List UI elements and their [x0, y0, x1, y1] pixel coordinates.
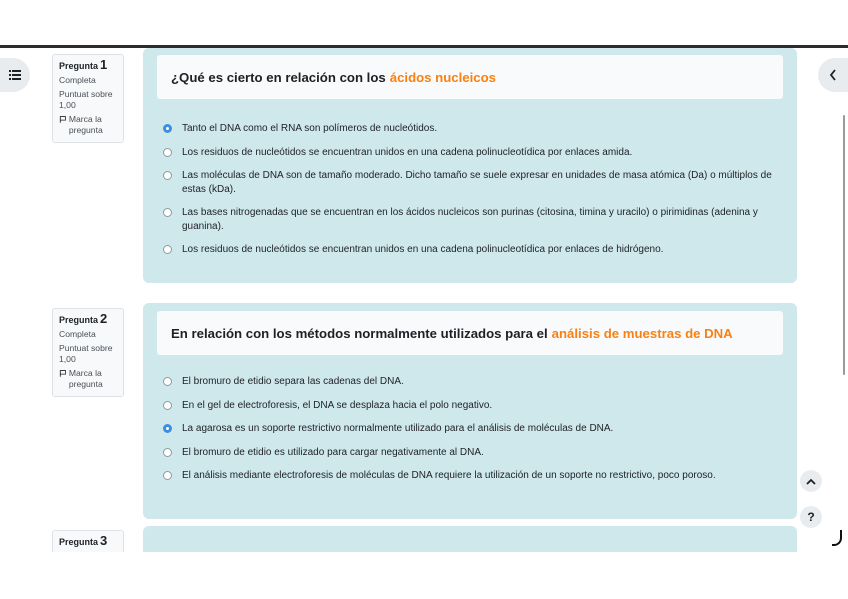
help-button[interactable]	[800, 506, 822, 528]
question-mark-value: 1,00	[59, 100, 76, 110]
chevron-up-icon	[806, 478, 816, 485]
answer-option[interactable]	[163, 146, 787, 160]
radio[interactable]	[163, 401, 172, 410]
question-text-2	[157, 311, 783, 355]
question-state: Completa	[59, 329, 96, 339]
flag-icon	[59, 114, 67, 125]
question-mark-label: Puntuat sobre	[59, 89, 113, 99]
question-mark-value: 1,00	[59, 354, 76, 364]
question-number: 2	[100, 311, 108, 326]
question-number-2	[59, 313, 118, 326]
option-label: Las bases nitrogenadas que se encuentran en los ácidos nucleicos son purinas (citosina, timina y uracilo) o pirimidinas (adenina y guanina).	[182, 207, 758, 232]
flag-label: Marca la pregunta	[68, 368, 103, 389]
answer-option[interactable]	[163, 469, 787, 483]
question-number: 3	[100, 533, 108, 548]
answer-options-2	[163, 375, 787, 493]
help-label: ?	[807, 510, 815, 524]
question-info-2	[52, 308, 124, 397]
question-label: Pregunta	[59, 315, 99, 325]
answer-option[interactable]	[163, 169, 787, 196]
answer-option[interactable]	[163, 122, 787, 136]
chevron-left-icon	[829, 69, 837, 81]
question-text-prefix: ¿Qué es cierto en relación con los	[171, 69, 386, 85]
radio[interactable]	[163, 471, 172, 480]
option-label: En el gel de electroforesis, el DNA se desplaza hacia el polo negativo.	[182, 399, 493, 411]
option-label: El bromuro de etidio es utilizado para cargar negativamente al DNA.	[182, 446, 484, 458]
option-label: Los residuos de nucleótidos se encuentran unidos en una cadena polinucleotídica por enlaces de hidrógeno.	[182, 244, 664, 255]
question-text-1	[157, 55, 783, 99]
question-text-highlight: análisis de muestras de DNA	[551, 325, 733, 341]
question-card-2	[143, 303, 797, 519]
option-label: La agarosa es un soporte restrictivo normalmente utilizado para el análisis de moléculas de DNA.	[182, 423, 614, 434]
option-label: Los residuos de nucleótidos se encuentran unidos en una cadena polinucleotídica por enlaces amida.	[182, 146, 633, 158]
question-card-1	[143, 48, 797, 283]
question-mark-label: Puntuat sobre	[59, 343, 113, 353]
question-card-3	[143, 526, 797, 552]
answer-option[interactable]	[163, 446, 787, 460]
option-label: El análisis mediante electroforesis de moléculas de DNA requiere la utilización de un soporte no restrictivo, poco poroso.	[182, 470, 716, 481]
question-number-3	[59, 535, 118, 548]
question-info-1	[52, 54, 124, 143]
option-label: El bromuro de etidio separa las cadenas del DNA.	[182, 376, 404, 387]
answer-option[interactable]	[163, 243, 787, 257]
option-label: Tanto el DNA como el RNA son polímeros de nucleótidos.	[182, 123, 438, 134]
flag-icon	[59, 368, 67, 379]
question-state: Completa	[59, 75, 96, 85]
quiz-viewport	[0, 48, 848, 552]
question-text-prefix: En relación con los métodos normalmente utilizados para el	[171, 325, 548, 341]
radio[interactable]	[163, 208, 172, 217]
page-bottom	[0, 552, 848, 599]
answer-option[interactable]	[163, 399, 787, 413]
list-icon	[9, 70, 21, 80]
option-label: Las moléculas de DNA son de tamaño moderado. Dicho tamaño se suele expresar en unidades de masa atómica (Da) o múltiplos de estas (kDa).	[182, 170, 772, 195]
radio[interactable]	[163, 448, 172, 457]
question-number-1	[59, 59, 118, 72]
flag-question-link[interactable]	[59, 114, 118, 136]
question-number: 1	[100, 57, 108, 72]
question-label: Pregunta	[59, 537, 99, 547]
scrollbar[interactable]	[843, 115, 845, 375]
flag-question-link[interactable]	[59, 368, 118, 390]
question-info-3	[52, 530, 124, 552]
answer-option[interactable]	[163, 206, 787, 233]
back-to-top-button[interactable]	[800, 470, 822, 492]
radio[interactable]	[163, 148, 172, 157]
open-block-drawer-button[interactable]	[818, 58, 848, 92]
radio-selected[interactable]	[163, 124, 172, 133]
radio[interactable]	[163, 377, 172, 386]
question-label: Pregunta	[59, 61, 99, 71]
radio-selected[interactable]	[163, 424, 172, 433]
radio[interactable]	[163, 171, 172, 180]
question-text-highlight: ácidos nucleicos	[389, 69, 497, 85]
answer-options-1	[163, 122, 787, 267]
radio[interactable]	[163, 245, 172, 254]
answer-option[interactable]	[163, 375, 787, 389]
flag-label: Marca la pregunta	[68, 114, 103, 135]
answer-option[interactable]	[163, 422, 787, 436]
